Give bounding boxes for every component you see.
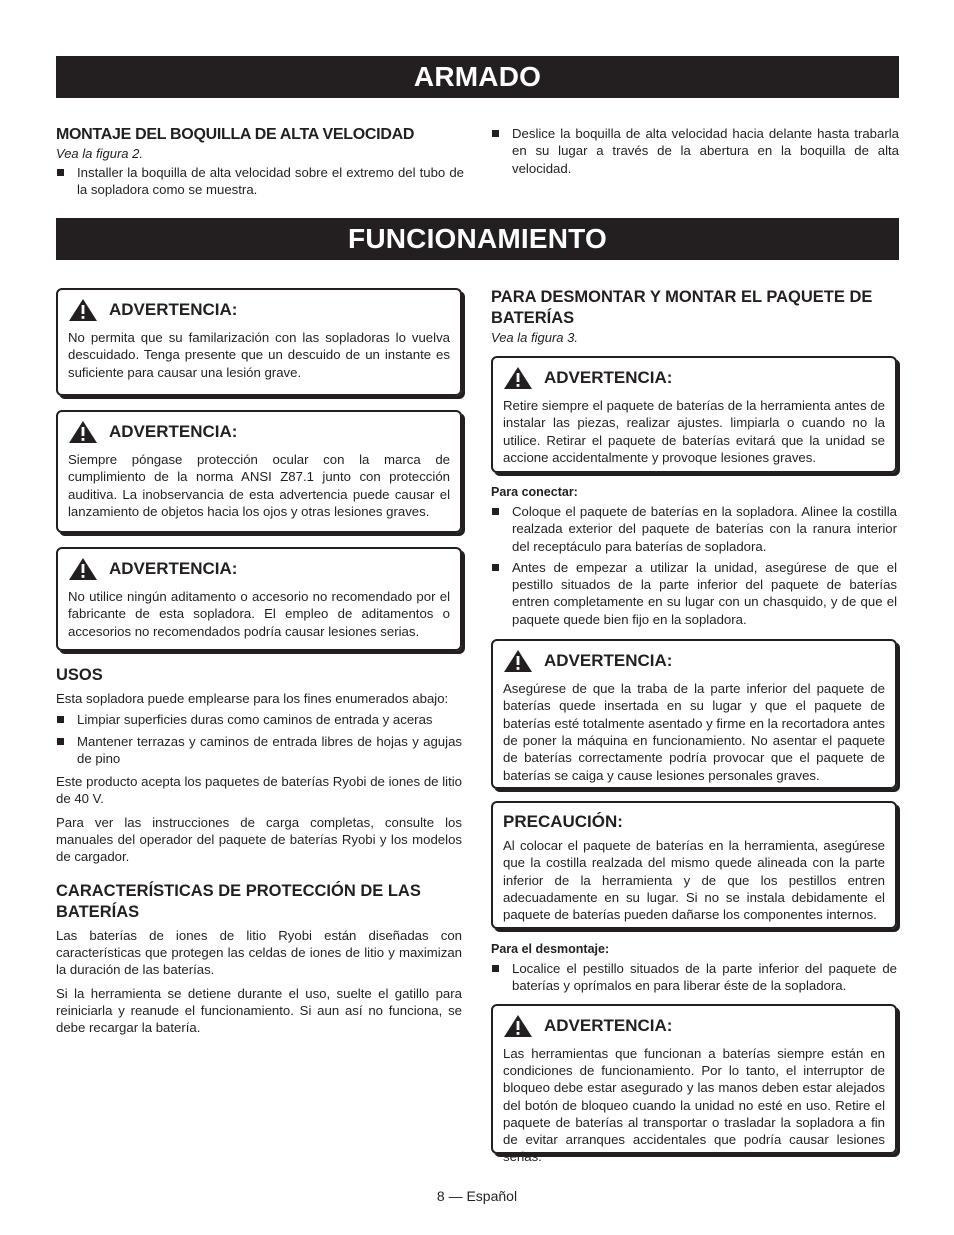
list-item xyxy=(491,503,897,555)
armado-figure-ref: Vea la figura 2. xyxy=(56,146,143,161)
caution-text: Al colocar el paquete de baterías en la herramienta, asegúrese que la costilla realzada del mismo quede alineada con la parte inferior de la herramienta y de que los pestillos entren adecuadamente en su lugar. Si no se instala debidamente el paquete de baterías pueden dañarse los componentes internos. xyxy=(503,838,885,923)
bullet-text: Limpiar superficies duras como caminos de entrada y aceras xyxy=(77,712,433,728)
desmontaje-label: Para el desmontaje: xyxy=(491,942,610,957)
conectar-label: Para conectar: xyxy=(491,485,578,499)
armado-heading: MONTAJE DEL BOQUILLA DE ALTA VELOCIDAD xyxy=(56,126,415,143)
desmontar-heading: PARA DESMONTAR Y MONTAR EL PAQUETE DE BATERÍAS xyxy=(491,288,873,327)
caution-header xyxy=(503,811,885,833)
caution-title: PRECAUCIÓN: xyxy=(503,812,623,832)
usos-bullet-list xyxy=(56,711,462,767)
warning-box xyxy=(56,547,462,651)
page-footer: 8 — Español xyxy=(436,1188,518,1204)
warning-text: Retire siempre el paquete de baterías de la herramienta antes de instalar las piezas, realizar ajustes. limpiarla o cuando no la utilice. Retirar el paquete de baterías evitará que la unidad se accione accidentalmente y provoque lesiones graves. xyxy=(503,398,885,465)
conectar-bullet-list xyxy=(491,503,897,628)
square-bullet-icon xyxy=(57,738,64,745)
armado-left-bullet-list xyxy=(56,164,464,199)
funcionamiento-right-column xyxy=(491,287,897,1165)
bullet-text: Deslice la boquilla de alta velocidad hacia delante hasta trabarla en su lugar a través de la abertura en la boquilla de alta velocidad. xyxy=(512,126,899,176)
warning-header xyxy=(503,649,885,673)
list-item xyxy=(56,164,464,199)
usos-paragraph: Este producto acepta los paquetes de baterías Ryobi de iones de litio de 40 V. xyxy=(56,774,462,807)
caracteristicas-paragraph: Las baterías de iones de litio Ryobi están diseñadas con características que protegen las celdas de iones de litio y maximizan la duración de las baterías. xyxy=(56,927,462,978)
warning-title: ADVERTENCIA: xyxy=(109,300,238,319)
warning-triangle-icon xyxy=(68,420,98,444)
usos-intro: Esta sopladora puede emplearse para los fines enumerados abajo: xyxy=(56,691,449,706)
warning-triangle-icon xyxy=(503,649,533,673)
caracteristicas-paragraph: Si la herramienta se detiene durante el uso, suelte el gatillo para reiniciarla y reanude el funcionamiento. Si aun así no funciona, se debe recargar la batería. xyxy=(56,985,462,1036)
warning-title: ADVERTENCIA: xyxy=(544,368,673,387)
square-bullet-icon xyxy=(492,965,499,972)
usos-paragraph: Para ver las instrucciones de carga completas, consulte los manuales del operador del paquete de baterías Ryobi y los modelos de cargador. xyxy=(56,814,462,865)
warning-text: Las herramientas que funcionan a baterías siempre están en condiciones de funcionamiento. Por lo tanto, el interruptor de bloqueo debe estar asegurado y las manos deben estar alejados del botón de bloqueo cuando la unidad no esté en uso. Retire el paquete de baterías al transportar o trasladar la sopladora a fin de evitar arranques accidentales que podría causar lesiones serias. xyxy=(503,1045,885,1165)
warning-title: ADVERTENCIA: xyxy=(544,651,673,671)
desmontar-figure-ref: Vea la figura 3. xyxy=(491,330,578,345)
armado-right-column xyxy=(491,125,899,181)
funcionamiento-left-column xyxy=(56,288,462,1036)
list-item xyxy=(491,125,899,177)
armado-left-column xyxy=(56,125,464,203)
funcionamiento-banner: FUNCIONAMIENTO xyxy=(56,218,899,260)
warning-header xyxy=(503,1014,885,1038)
bullet-text: Installer la boquilla de alta velocidad sobre el extremo del tubo de la sopladora como se muestra. xyxy=(77,165,464,198)
warning-box xyxy=(491,356,897,473)
square-bullet-icon xyxy=(492,508,499,515)
bullet-text: Antes de empezar a utilizar la unidad, asegúrese de que el pestillo situados de la parte inferior del paquete de baterías entren completamente en su lugar con un chasquido, y de que el paquete quede bien fijo en la sopladora. xyxy=(512,559,897,627)
square-bullet-icon xyxy=(492,130,499,137)
warning-text: Asegúrese de que la traba de la parte inferior del paquete de baterías quede insertada en su lugar y que el paquete de baterías esté totalmente asentado y firme en la recortadora antes de poner la máquina en funcionamiento. No asentar el paquete de baterías correctamente podría provocar que el paquete de baterías se caiga y cause lesiones personales graves. xyxy=(503,681,885,783)
desmontaje-bullet-list xyxy=(491,960,897,995)
armado-banner: ARMADO xyxy=(56,56,899,98)
usos-heading: USOS xyxy=(56,666,103,684)
warning-header xyxy=(68,420,450,444)
warning-header xyxy=(68,557,450,581)
armado-right-bullet-list xyxy=(491,125,899,177)
warning-box xyxy=(491,639,897,789)
bullet-text: Coloque el paquete de baterías en la sopladora. Alinee la costilla realzada exterior del paquete de baterías con la ranura interior del receptáculo para baterías de sopladora. xyxy=(512,504,897,554)
bullet-text: Mantener terrazas y caminos de entrada libres de hojas y agujas de pino xyxy=(77,733,462,766)
warning-title: ADVERTENCIA: xyxy=(544,1015,673,1035)
list-item xyxy=(56,711,462,728)
warning-title: ADVERTENCIA: xyxy=(109,559,238,578)
list-item xyxy=(491,960,897,995)
warning-title: ADVERTENCIA: xyxy=(109,422,238,441)
warning-triangle-icon xyxy=(503,1014,533,1038)
bullet-text: Localice el pestillo situados de la parte inferior del paquete de baterías y oprímalos en para liberar éste de la sopladora. xyxy=(512,961,897,994)
warning-text: No permita que su familarización con las sopladoras lo vuelva descuidado. Tenga presente que un descuido de un instante es suficiente para causar una lesión grave. xyxy=(68,330,450,380)
warning-triangle-icon xyxy=(503,366,533,390)
warning-box xyxy=(491,1004,897,1165)
warning-text: No utilice ningún aditamento o accesorio no recomendado por el fabricante de esta sopladora. El empleo de aditamentos o accesorios no recomendados podría causar lesiones serias. xyxy=(68,589,450,639)
caution-box xyxy=(491,801,897,929)
square-bullet-icon xyxy=(57,716,64,723)
caracteristicas-heading: CARACTERÍSTICAS DE PROTECCIÓN DE LAS BATERÍAS xyxy=(56,881,421,921)
warning-text: Siempre póngase protección ocular con la marca de cumplimiento de la norma ANSI Z87.1 junto con protección auditiva. La inobservancia de esta advertencia puede causar el lanzamiento de objetos hacia los ojos y otras lesiones graves. xyxy=(68,452,450,519)
warning-triangle-icon xyxy=(68,557,98,581)
square-bullet-icon xyxy=(57,169,64,176)
warning-box xyxy=(56,410,462,533)
warning-header xyxy=(503,366,885,390)
warning-header xyxy=(68,298,450,322)
list-item xyxy=(56,733,462,768)
warning-triangle-icon xyxy=(68,298,98,322)
list-item xyxy=(491,559,897,628)
square-bullet-icon xyxy=(492,564,499,571)
warning-box xyxy=(56,288,462,396)
